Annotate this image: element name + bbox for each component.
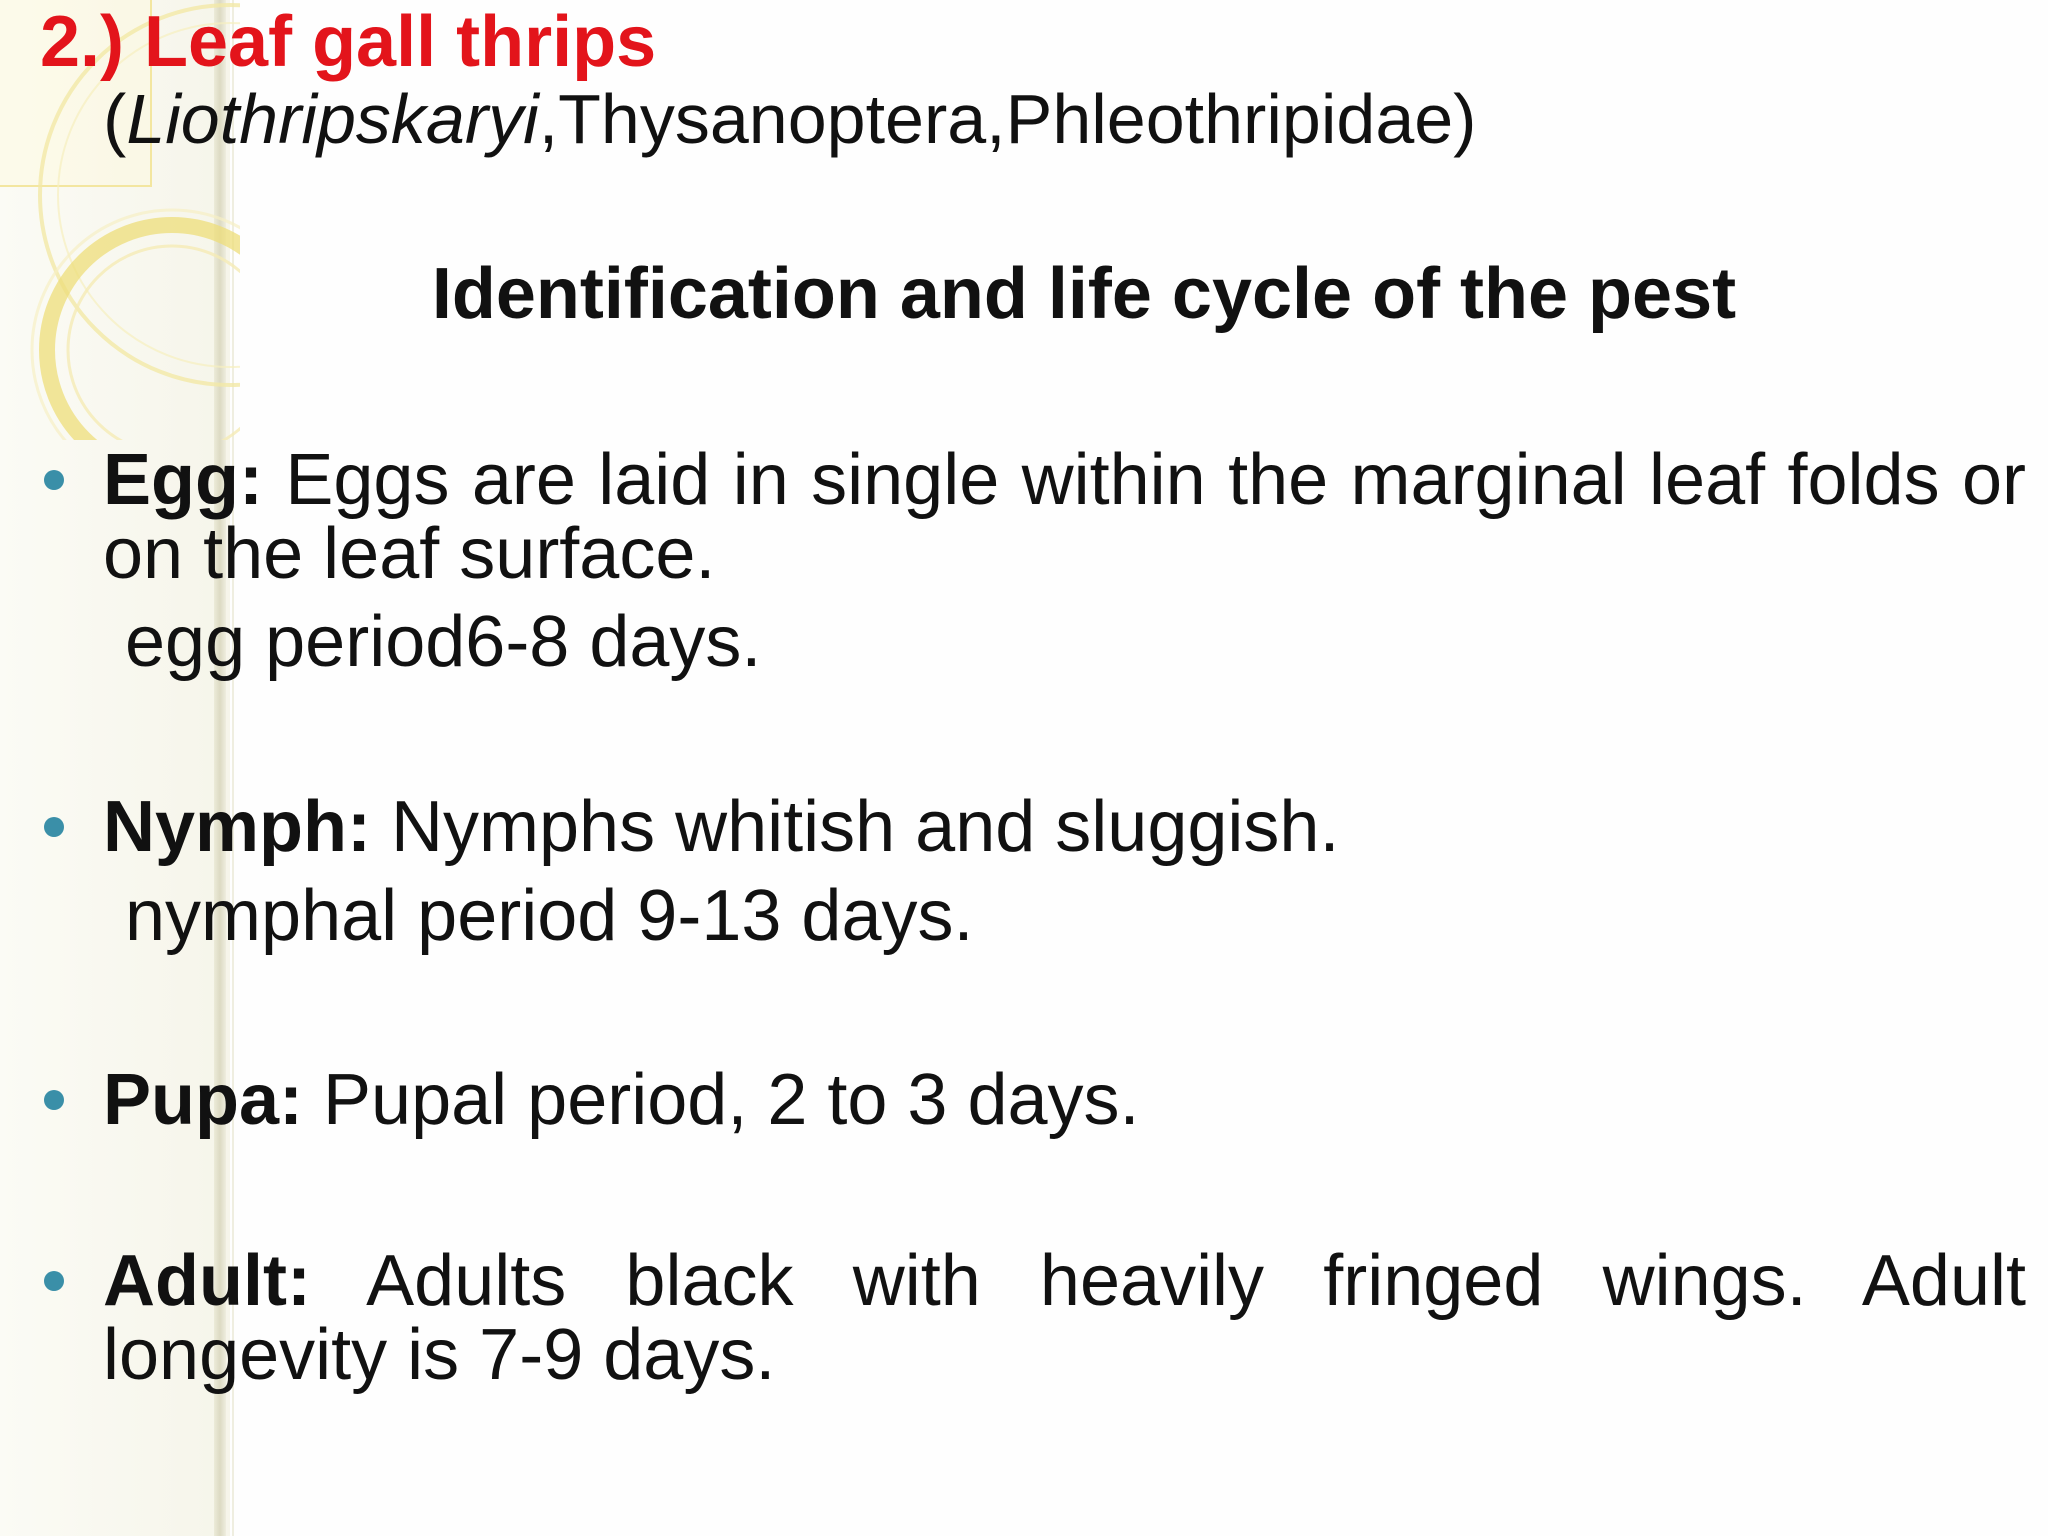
bullet-dot-icon [44, 817, 64, 837]
list-item-adult [103, 1241, 2026, 1395]
taxonomy-open-paren: ( [103, 80, 127, 158]
bullet-dot-icon [44, 1271, 64, 1291]
bullet-dot-icon [44, 470, 64, 490]
item-text: Pupal period, 2 to 3 days. [303, 1060, 1140, 1140]
item-label: Adult: [103, 1241, 311, 1321]
list-item-egg [103, 440, 2026, 594]
item-note-egg: egg period6-8 days. [125, 602, 762, 682]
taxonomy-line [103, 78, 1477, 160]
item-label: Egg: [103, 440, 263, 520]
taxonomy-genus: Liothripskaryi [126, 80, 539, 158]
slide-title: 2.) Leaf gall thrips [40, 2, 657, 82]
item-label: Nymph: [103, 787, 371, 867]
item-text: Adults black with heavily fringed wings. Adult longevity is 7-9 days. [103, 1241, 2026, 1395]
section-subtitle: Identification and life cycle of the pest [431, 254, 1737, 334]
list-item-pupa [103, 1060, 2026, 1140]
item-text: Eggs are laid in single within the marginal leaf folds or on the leaf surface. [103, 440, 2026, 594]
bullet-dot-icon [44, 1090, 64, 1110]
item-label: Pupa: [103, 1060, 304, 1140]
taxonomy-rest: ,Thysanoptera,Phleothripidae) [538, 80, 1477, 158]
list-item-nymph [103, 787, 2026, 867]
item-text: Nymphs whitish and sluggish. [371, 787, 1340, 867]
item-note-nymph: nymphal period 9-13 days. [125, 876, 974, 956]
